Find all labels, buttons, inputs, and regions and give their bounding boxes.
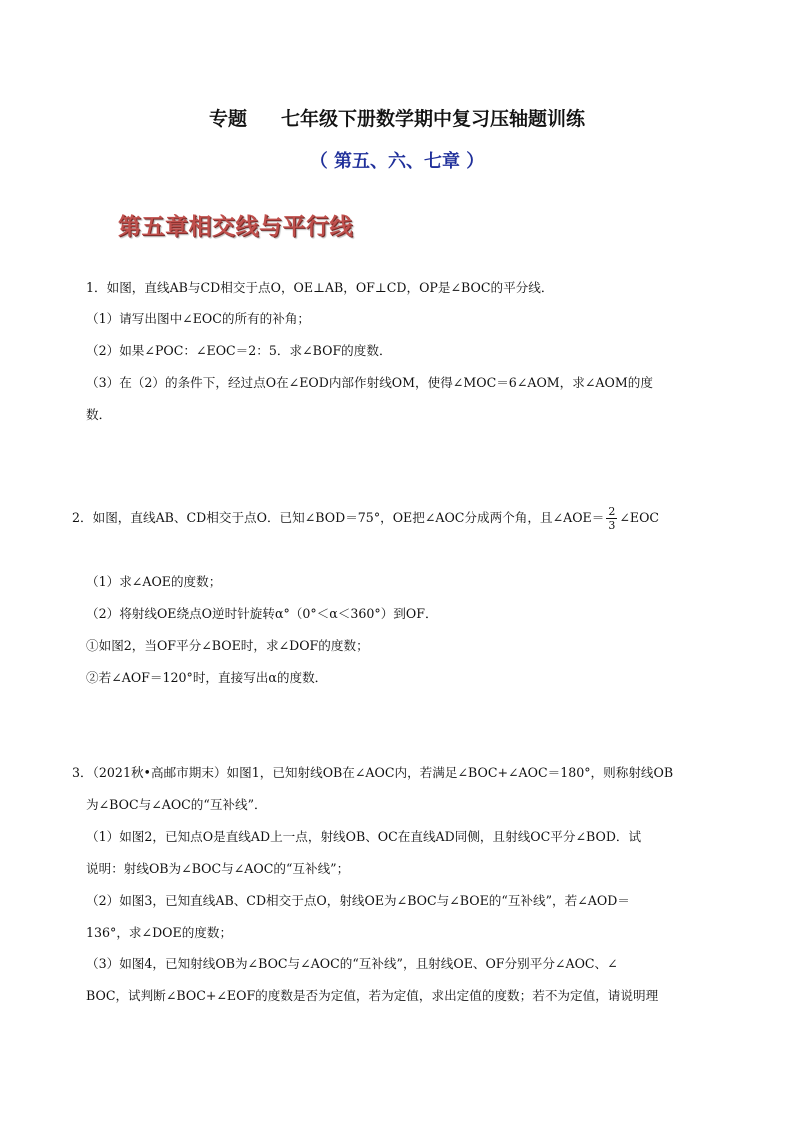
q1-part3-line1: （3）在（2）的条件下，经过点O在∠EOD内部作射线OM，使得∠MOC＝6∠AOM，求∠AOM的度 [86, 375, 653, 390]
q1-part2: （2）如果∠POC：∠EOC＝2：5．求∠BOF的度数． [86, 343, 392, 358]
fraction-two-thirds [606, 506, 617, 531]
q3-stem-line2: 为∠BOC与∠AOC的“互补线”． [86, 797, 267, 812]
q3-part3-line2: BOC，试判断∠BOC+∠EOF的度数是否为定值，若为定值，求出定值的度数；若不为定值，请说明理 [86, 988, 659, 1003]
q2-stem [72, 506, 659, 531]
q1-stem: 1．如图，直线AB与CD相交于点O，OE⊥AB，OF⊥CD，OP是∠BOC的平分线． [86, 280, 554, 295]
page-subtitle: （ 第五、六、七章 ） [309, 151, 485, 172]
q2-sub1: ①如图2，当OF平分∠BOE时，求∠DOF的度数； [86, 638, 369, 653]
q1-part1: （1）请写出图中∠EOC的所有的补角； [86, 311, 311, 326]
title-topic: 专题 [208, 108, 247, 130]
q2-stem-pre: 2．如图，直线AB、CD相交于点O．已知∠BOD＝75°，OE把∠AOC分成两个角，且∠AOE＝ [72, 510, 605, 525]
q2-part1: （1）求∠AOE的度数； [86, 574, 222, 589]
q3-stem-line1: 3．（2021秋•高邮市期末）如图1，已知射线OB在∠AOC内，若满足∠BOC+∠AOC＝180°，则称射线OB [72, 765, 674, 780]
chapter-heading: 第五章相交线与平行线 [118, 214, 353, 240]
q3-part3-line1: （3）如图4，已知射线OB为∠BOC与∠AOC的“互补线”，且射线OE、OF分别平分∠AOC、∠ [86, 956, 618, 971]
q2-sub2: ②若∠AOF＝120°时，直接写出α的度数． [86, 670, 328, 685]
q1-part3-line2: 数． [86, 407, 112, 422]
q3-part1-line2: 说明：射线OB为∠BOC与∠AOC的“互补线”； [86, 861, 350, 876]
fraction-numerator: 2 [608, 505, 616, 518]
fraction-denominator: 3 [608, 519, 616, 532]
q2-part2: （2）将射线OE绕点O逆时针旋转α°（0°＜α＜360°）到OF． [86, 606, 438, 621]
q3-part2-line1: （2）如图3，已知直线AB、CD相交于点O，射线OE为∠BOC与∠BOE的“互补线”，若∠AOD＝ [86, 893, 630, 908]
q2-stem-post: ∠EOC [619, 510, 660, 525]
q3-part2-line2: 136°，求∠DOE的度数； [86, 925, 233, 940]
page-title [0, 104, 794, 131]
q3-part1-line1: （1）如图2，已知点O是直线AD上一点，射线OB、OC在直线AD同侧，且射线OC平分∠BOD．试 [86, 829, 642, 844]
title-main: 七年级下册数学期中复习压轴题训练 [281, 108, 586, 130]
